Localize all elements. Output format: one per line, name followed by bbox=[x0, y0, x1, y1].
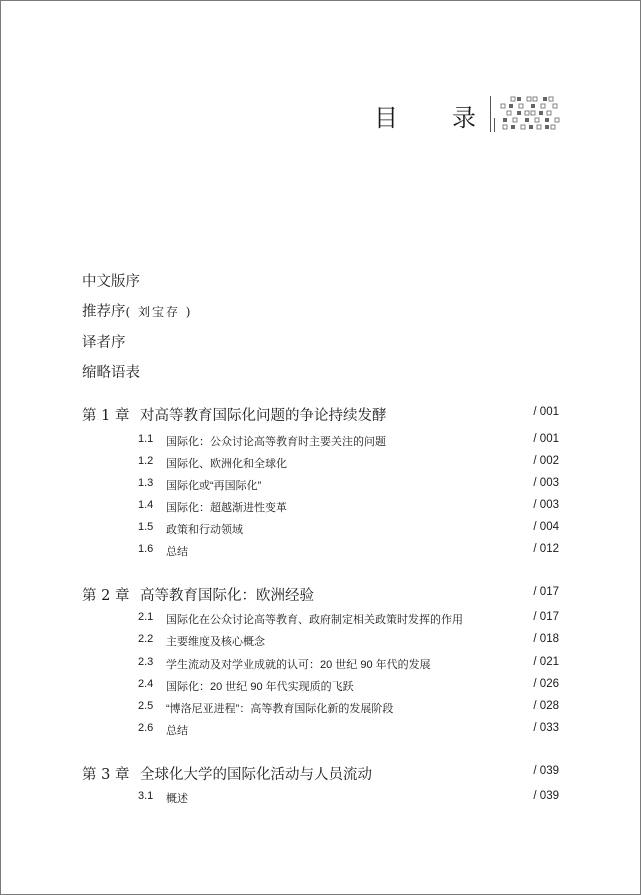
section-number: 1.5 bbox=[138, 521, 154, 533]
section-page: / 002 bbox=[533, 455, 559, 467]
chapter-title: 高等教育国际化：欧洲经验 bbox=[140, 588, 314, 604]
front-matter-label: 译者序 bbox=[82, 335, 126, 351]
section-row[interactable] bbox=[138, 611, 562, 627]
section-title: 总结 bbox=[166, 546, 188, 558]
section-row[interactable] bbox=[138, 656, 562, 672]
section-number: 1.6 bbox=[138, 543, 154, 555]
section-number: 2.5 bbox=[138, 700, 154, 712]
section-page: / 028 bbox=[533, 700, 559, 712]
section-row[interactable] bbox=[138, 633, 562, 649]
section-title: 国际化：超越渐进性变革 bbox=[166, 502, 287, 514]
section-page: / 026 bbox=[533, 678, 559, 690]
section-number: 2.3 bbox=[138, 656, 154, 668]
chapter-title: 对高等教育国际化问题的争论持续发酵 bbox=[140, 408, 387, 424]
section-page: / 003 bbox=[533, 477, 559, 489]
front-matter-note: ( 刘宝存 ) bbox=[125, 305, 193, 319]
front-matter-item[interactable] bbox=[82, 300, 193, 321]
section-title: 国际化：20 世纪 90 年代实现质的飞跃 bbox=[166, 681, 354, 693]
front-matter-label: 中文版序 bbox=[82, 274, 140, 290]
front-matter-label: 推荐序 bbox=[82, 304, 126, 320]
section-page: / 018 bbox=[533, 633, 559, 645]
section-row[interactable] bbox=[138, 521, 562, 537]
section-number: 1.3 bbox=[138, 477, 154, 489]
section-title: 国际化或“再国际化” bbox=[166, 480, 262, 492]
front-matter-item[interactable] bbox=[82, 361, 140, 382]
chapter-page: / 001 bbox=[533, 406, 559, 418]
section-title: 政策和行动领域 bbox=[166, 524, 243, 536]
section-row[interactable] bbox=[138, 790, 562, 806]
front-matter-item[interactable] bbox=[82, 270, 140, 291]
toc-heading bbox=[0, 96, 641, 136]
chapter-row[interactable] bbox=[82, 763, 562, 783]
section-row[interactable] bbox=[138, 678, 562, 694]
heading-divider-short bbox=[494, 118, 495, 132]
decorative-square-pattern bbox=[497, 96, 561, 136]
front-matter-item[interactable] bbox=[82, 331, 126, 352]
section-title: 概述 bbox=[166, 793, 188, 805]
section-page: / 021 bbox=[533, 656, 559, 668]
section-title: 国际化、欧洲化和全球化 bbox=[166, 458, 287, 470]
section-number: 2.6 bbox=[138, 722, 154, 734]
chapter-row[interactable] bbox=[82, 584, 562, 604]
chapter-number: 第 3 章 bbox=[82, 767, 130, 783]
chapter-number: 第 2 章 bbox=[82, 588, 130, 604]
section-number: 1.4 bbox=[138, 499, 154, 511]
section-page: / 003 bbox=[533, 499, 559, 511]
section-row[interactable] bbox=[138, 722, 562, 738]
section-number: 1.2 bbox=[138, 455, 154, 467]
section-title: 国际化在公众讨论高等教育、政府制定相关政策时发挥的作用 bbox=[166, 614, 463, 626]
section-row[interactable] bbox=[138, 433, 562, 449]
section-title: 国际化：公众讨论高等教育时主要关注的问题 bbox=[166, 436, 386, 448]
section-row[interactable] bbox=[138, 543, 562, 559]
chapter-page: / 017 bbox=[533, 586, 559, 598]
section-page: / 033 bbox=[533, 722, 559, 734]
chapter-title: 全球化大学的国际化活动与人员流动 bbox=[140, 767, 372, 783]
section-title: “博洛尼亚进程”：高等教育国际化新的发展阶段 bbox=[166, 703, 394, 715]
heading-divider bbox=[490, 96, 491, 132]
section-page: / 004 bbox=[533, 521, 559, 533]
section-title: 总结 bbox=[166, 725, 188, 737]
chapter-row[interactable] bbox=[82, 404, 562, 424]
section-row[interactable] bbox=[138, 700, 562, 716]
section-number: 1.1 bbox=[138, 433, 154, 445]
section-number: 2.2 bbox=[138, 633, 154, 645]
toc-heading-char-2: 录 bbox=[452, 104, 476, 132]
section-title: 学生流动及对学业成就的认可：20 世纪 90 年代的发展 bbox=[166, 659, 431, 671]
chapter-number: 第 1 章 bbox=[82, 408, 130, 424]
section-page: / 039 bbox=[533, 790, 559, 802]
section-title: 主要维度及核心概念 bbox=[166, 636, 265, 648]
front-matter-label: 缩略语表 bbox=[82, 365, 140, 381]
section-number: 2.1 bbox=[138, 611, 154, 623]
section-page: / 001 bbox=[533, 433, 559, 445]
chapter-page: / 039 bbox=[533, 765, 559, 777]
section-page: / 012 bbox=[533, 543, 559, 555]
section-page: / 017 bbox=[533, 611, 559, 623]
section-number: 2.4 bbox=[138, 678, 154, 690]
section-row[interactable] bbox=[138, 455, 562, 471]
toc-heading-char-1: 目 bbox=[374, 104, 398, 132]
section-row[interactable] bbox=[138, 499, 562, 515]
section-row[interactable] bbox=[138, 477, 562, 493]
section-number: 3.1 bbox=[138, 790, 154, 802]
